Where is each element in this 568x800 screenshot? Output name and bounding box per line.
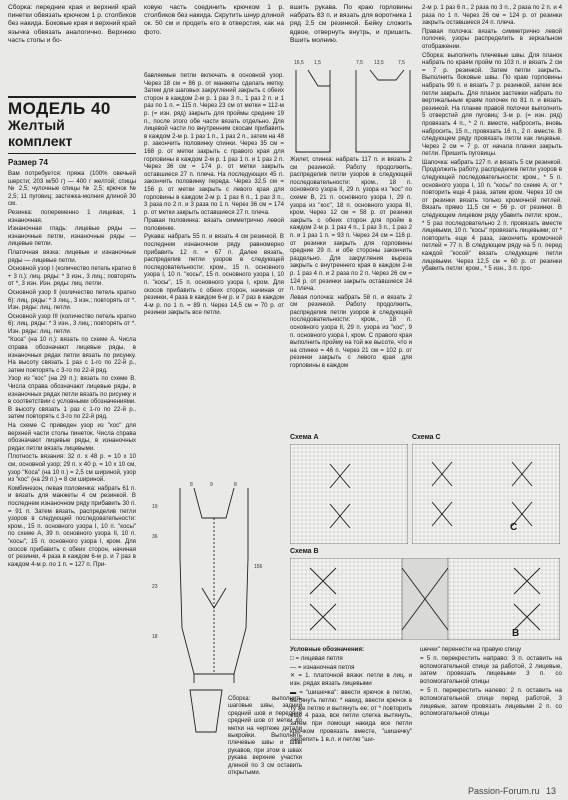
paragraph: Сборка: выполнить плечевые швы. Для планок набрать по краям пройм по 103 п. и вязать 2 см = 7 р. резинкой. Затем петли закрыть. Выполнить боковые швы. По краю горловины набрать 99 п. и вязать 7 р. резинкой, затем все петли закрыть. Для планок застежки набрать по вертикальным краям полочек по 81 п. и вязать резинкой. На планке правой полочки выполнить 5 отверстий для пуговиц: 3-м р. (= изн. ряд) провязать 4 п., * 2 п. вместе, набросить, вновь набросить, 15 п., провязать 16 п., 2 п. вместе. В следующем ряду провязать петли как лицевые. Через 2 см = 7 р. от начала планки закрыть петли. Пришить пуговицы.: [422, 51, 562, 158]
paragraph: Жилет, спинка: набрать 117 п. и вязать 2 см резинкой. Работу продолжить, распределив петли узоров в следующей последовательности: кром., 18 п. основного узора II, 29 п. узора из "кос" по схеме В, 21 п. основного узора I, 29 п. узора из "кос", 18 п. основного узора III, кром. Через 12 см = 58 р. от резинки закрыть с обеих сторон для пройм в каждом 2-м р. 1 раз 4 п., 1 раз 3 п., 1 раз 2 п. и 1 раз 1 п. = 93 п. Через 24 см = 116 р. от резинки закрыть для горловины средние 29 п. и обе стороны закончить раздельно. Для закругления выреза закрыть с внутреннего края в каждом 2-м р. 1 раз 4 п. и 2 раза по 2 п. Через 26 см = 124 р. от резинки закрыть оставшиеся 24 п. плеча.: [290, 156, 412, 293]
schema-b-marker: В: [512, 628, 520, 639]
paragraph: На схеме С приведен узор из "кос" для верхней части столы пинеток. Числа справа обозначают лицевые ряды, в изнаночных рядах петли вязать лицевыми.: [8, 422, 136, 452]
legend-title: Условные обозначения:: [290, 646, 365, 653]
svg-text:1,5: 1,5: [314, 60, 321, 66]
page-number: 13: [545, 786, 556, 796]
paragraph: Комбинезон, левая половинка: набрать 61 п. и вязать для манжеты 4 см резинкой. В последнем изнаночном ряду прибавить 30 п. = 91 п. Затем вязать, распределив петли узоров в следующей последовательности: кром., 15 п. основного узора I, 10 п. "косы" по схеме А, 39 п. основного узора II, 10 п. "косы", 15 п. основного узора I, кром. Для скосов прибавить с обеих сторон, начиная от резинки, 4 раза в каждом 6-м р. и 7 раз в каждом 4-м р. по 1 п. = 127 п. При-: [8, 484, 136, 568]
paragraph: Вам потребуется: пряжа (100% овечьей шерсти; 203 м/50 г) — 400 г желтой; спицы № 2,5; чулочные спицы № 2,5; крючок № 2,5; 11 пуговиц; застежка-молния длиной 30 см.: [8, 170, 136, 208]
svg-text:9: 9: [210, 482, 213, 488]
paragraph: 2-м р. 1 раз 6 п., 2 раза по 3 п., 2 раза по 2 п. и 4 раза по 1 п. Через 26 см = 124 р. от резинки закрыть оставшиеся 24 п. плеча.: [422, 4, 562, 27]
schema-b-grid: [290, 558, 560, 640]
schema-b-title: Схема В: [290, 548, 319, 555]
paragraph: Резинка: попеременно 1 лицевая, 1 изнаночная.: [8, 208, 136, 224]
header-rule: [8, 96, 136, 98]
paragraph: Сборка: выполнить шаговые швы, задний средний шов и передний средний шов от метки до метки на чертеже детали выкройки. Выполнить плечевые швы и швы рукавов, при этом в швах рукава верхние участки длиной по 3 см оставить открытыми.: [228, 696, 302, 777]
schema-a-title: Схема А: [290, 434, 319, 441]
svg-text:36: 36: [152, 534, 158, 540]
paragraph: Основной узор III (количество петель кратно 6): лиц. ряды: * 3 изн., 3 лиц.; повторять от *. Изн. ряды: лиц. петли.: [8, 312, 136, 335]
paragraph: Правая полочка: вязать симметрично левой полочке, узоры распределить в зеркальном отображении.: [422, 27, 562, 50]
paragraph: Шапочка: набрать 127 п. и вязать 5 см резинкой. Продолжить работу, распределив петли узоров в следующей последовательности: кром., * 5 п. основного узора I, 10 п. "косы" по схеме А; от * повторить еще 4 раза, затем кром. Через 10 см от резинки вязать только кромочной петлей. Вязать прямо 11,5 см = 56 р. от резинки. В следующем лицевом ряду убавить петли: кром., * 5 раз последовательно 2 п. провязать вместе лицевыми, 10 п. "косы" провязать лицевыми; от * повторить еще 4 раза, закончить кромочной петлей = 77 п. В следующем ряду на 5 п. перед каждой "косой" вязать следующие петли лицевыми. Через 12,5 см = 60 р. от резинки убавить петли: кром., * 5 изн., 3 п. про-: [422, 158, 562, 273]
legend-item: ✕ = 1. платочной вязки: петли в лиц. и изн. рядах вязать лицевыми: [290, 672, 412, 688]
svg-text:7,5: 7,5: [356, 60, 363, 66]
vest-schematic: [290, 56, 416, 158]
schema-c-title: Схема С: [412, 434, 441, 441]
schema-c-marker: С: [510, 522, 518, 533]
legend: [290, 646, 412, 745]
sleeve-schematic: [186, 686, 226, 736]
schema-c-grid: [412, 444, 560, 544]
col2-intro: ковую часть соединить крючком 1 р. столбиков без накида. Скрутить шнур длиной ок. 50 см и продеть его в отверстия, как на фото.: [144, 4, 284, 36]
site-watermark: Passion-Forum.ru: [467, 786, 540, 796]
size-label: Размер 74: [8, 158, 48, 167]
svg-text:7,5: 7,5: [398, 60, 405, 66]
svg-text:23: 23: [152, 584, 158, 590]
paragraph: Платочная вязка: лицевые и изнаночные ряды — лицевые петли.: [8, 248, 136, 264]
legend-item: = 5 п. перекрестить налево: 2 п. оставить на вспомогательной спице перед работой, 3 лицевые, затем провязать лицевыми 2 п. со вспомогательной спицы: [420, 686, 562, 718]
col3-body: [290, 156, 412, 371]
col2-body: [144, 72, 284, 318]
paragraph: Изнаночная гладь: лицевые ряды — изнаночные петли, изнаночные ряды — лицевые петли.: [8, 225, 136, 248]
paragraph: Плотность вязания: 32 п. х 48 р. = 10 х 10 см, основной узор; 29 п. х 40 р. = 10 х 10 см, узор "Коса" (на 10 п.) = 2,5 см шириной, узор из "кос" (на 29 п.) = 8 см шириной.: [8, 453, 136, 484]
legend-item: ▬ = "шишечка": ввести крючок в петлю, вытянуть петлю: * накид, ввести крючок в ту же петлю и вытянуть ее; от * повторить еще 4 раза, все петли слегка вытянуть, затем при помощи накида все петли крючком провязать вместе, "шишечку" закрепить 1 в.л. и петлю "ши-: [290, 688, 412, 743]
paragraph: Левая полочка: набрать 58 п. и вязать 2 см резинкой. Работу продолжить, распределив петли узоров в следующей последовательности: кром., 18 п. основного узора II, 29 п. узора из "кос", 9 п. основного узора I, кром. С правого края выполнить пройму на той же высоте, что и на спинке = 46 п. Через 21 см = 102 р. от резинки закрыть с левого края для горловины в каждом: [290, 293, 412, 370]
paragraph: Основной узор I (количество петель кратно 6 + 3 п.): лиц. ряды: * 3 изн., 3 лиц.; повторять от *, 3 изн. Изн. ряды: лиц. петли.: [8, 265, 136, 288]
legend-item: □ = лицевая петля: [290, 654, 343, 662]
paragraph: Основной узор II (количество петель кратно 6): лиц. ряды: * 3 лиц., 3 изн.; повторять от *. Изн. ряды: лиц. петли.: [8, 288, 136, 312]
svg-text:18: 18: [152, 634, 158, 640]
page-footer: [468, 786, 556, 796]
col1-intro: Сборка: передние края и верхний край пинетки обвязать крючком 1 р. столбиков без накида. Боковые края и верхний край язычка обвязать аналогично. Верхнюю часть стопы и бо-: [8, 4, 136, 44]
paragraph: Узор из "кос" (на 29 п.): вязать по схеме В. Числа справа обозначают лицевые ряды, в изнаночных рядах петли вязать по рисунку и в соответствии с условными обозначениями. В высоту связать 1 раз с 1-го по 22-й р., затем повторять с 3-го по 22-й ряд.: [8, 375, 136, 421]
model-title: МОДЕЛЬ 40: [8, 99, 111, 118]
model-subtitle: Желтый комплект: [8, 117, 73, 149]
svg-text:156: 156: [254, 564, 263, 570]
schema-a-grid: [290, 444, 408, 544]
col1-body: [8, 170, 136, 569]
paragraph: Правая половинка: вязать симметрично левой половинке.: [144, 217, 284, 232]
legend-item: = 5 п. перекрестить направо: 3 п. оставить на вспомогательной спице за работой, 2 лицевые, затем провязать лицевыми 3 п. со вспомогательной спицы: [420, 654, 562, 686]
col4-body: [422, 4, 562, 274]
svg-text:8: 8: [190, 482, 193, 488]
legend-item: — = изнаночная петля: [290, 663, 355, 671]
svg-text:8: 8: [234, 482, 237, 488]
legend-item: шечки" перенести на правую спицу: [420, 646, 522, 653]
svg-text:13,5: 13,5: [374, 60, 384, 66]
paragraph: Рукава: набрать 55 п. и вязать 4 см резинкой. В последнем изнаночном ряду равномерно прибавить 12 п. = 67 п. Далее вязать, распределив петли узоров в следующей последовательности: кром., 15 п. основного узора I, 10 п. "косы", 15 п. основного узора I, 10 п. "косы", 15 п. основного узора I, кром. Для скосов прибавить с обеих сторон, начиная от резинки, 4 раза в каждом 6-м р. и 7 раз в каждом 4-м р. по 1 п. = 89 п. Через 14,5 см = 70 р. от резинки закрыть все петли.: [144, 233, 284, 317]
paragraph: "Коса" (на 10 п.): вязать по схеме А. Числа справа обозначают лицевые ряды, в изнаночных рядах петли вязать по рисунку. На высоту связать 1 раз с 1-го по 22-й р., затем повторять с 3-го по 22-й ряд.: [8, 336, 136, 374]
legend-cont: [420, 646, 562, 719]
header-rule-bottom: [8, 153, 136, 154]
jumpsuit-schematic: [150, 478, 280, 690]
paragraph: бавляемые петли включать в основной узор. Через 18 см = 86 р. от манжеты сделать метку. Затем для шаговых закруглений закрыть с обеих сторон в каждом 2-м р. 1 раз 3 п., 1 раз 2 п. и 1 раз по 1 п. = 115 п. Через 23 см от метки = 112-м р. (= изн. ряд) закрыть для проймы средние 19 п., после этого обе части вязать отдельно. Для лицевой части по внутренним скосам прибавить в каждом 2-м р. 1 раз 1 п., 1 раз 2 п., затем на 48 р. закончить половинку спинки. Через 35 см = 168 р. от метки закрыть с правого края для горловины в каждом 2-м р. 1 раз 1 п. и 1 раз 2 п. Через 36 см = 174 р. от метки закрыть оставшиеся 27 п. плеча. На последующих 45 п. закончить половинку переда. Через 32,5 см = 156 р. от метки закрыть с левого края для горловины в каждом 2-м р. 1 раз 6 п., 1 раз 3 п., 3 раза по 2 п. и 3 раза по 1 п. Через 36 см = 174 р. от метки закрыть оставшиеся 27 п. плеча.: [144, 72, 284, 216]
svg-text:19: 19: [152, 504, 158, 510]
col3-intro: вшить рукава. По краю горловины набрать 83 п. и вязать для воротника 1 ряд 2,5 см резинкой. Бейку сложить вдвое, отвернуть внутрь, и пришить. Вшить молнию.: [290, 4, 412, 44]
svg-text:16,5: 16,5: [294, 60, 304, 66]
